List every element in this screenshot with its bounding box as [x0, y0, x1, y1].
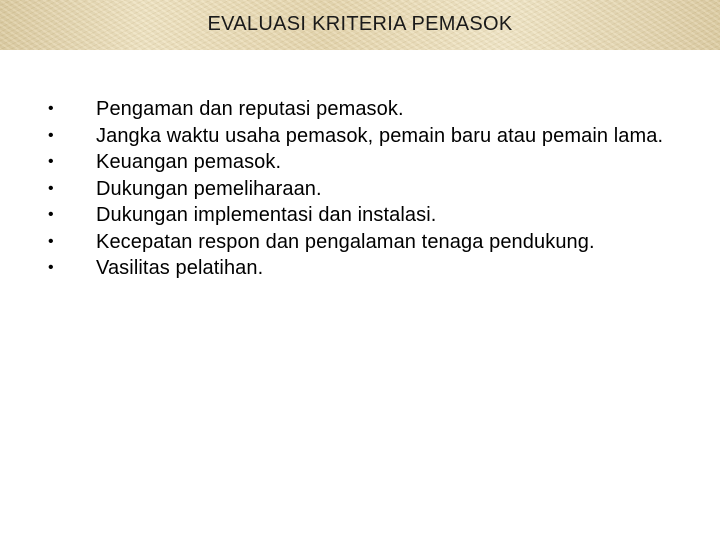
- list-item-text: Keuangan pemasok.: [96, 151, 282, 173]
- list-item-text: Vasilitas pelatihan.: [96, 257, 264, 279]
- bullet-icon: •: [48, 100, 54, 117]
- list-item: [46, 202, 686, 229]
- list-item: [46, 229, 686, 256]
- list-item-text: Kecepatan respon dan pengalaman tenaga pendukung.: [96, 230, 595, 253]
- list-item: [46, 96, 686, 123]
- title-banner: [0, 0, 720, 50]
- list-item: [46, 123, 686, 150]
- bullet-icon: •: [48, 232, 54, 250]
- slide-title: EVALUASI KRITERIA PEMASOK: [207, 13, 513, 35]
- bullet-icon: •: [48, 259, 54, 276]
- bullet-icon: •: [48, 153, 54, 170]
- bullet-icon: •: [48, 126, 54, 144]
- list-item-text: Pengaman dan reputasi pemasok.: [96, 98, 404, 120]
- criteria-list: [46, 96, 686, 282]
- bullet-icon: •: [48, 206, 54, 223]
- list-item: [46, 176, 686, 203]
- list-item: [46, 149, 686, 176]
- bullet-icon: •: [48, 179, 54, 197]
- list-item-text: Dukungan implementasi dan instalasi.: [96, 204, 437, 226]
- list-item: [46, 255, 686, 282]
- list-item-text: Dukungan pemeliharaan.: [96, 177, 322, 200]
- list-item-text: Jangka waktu usaha pemasok, pemain baru atau pemain lama.: [96, 124, 664, 147]
